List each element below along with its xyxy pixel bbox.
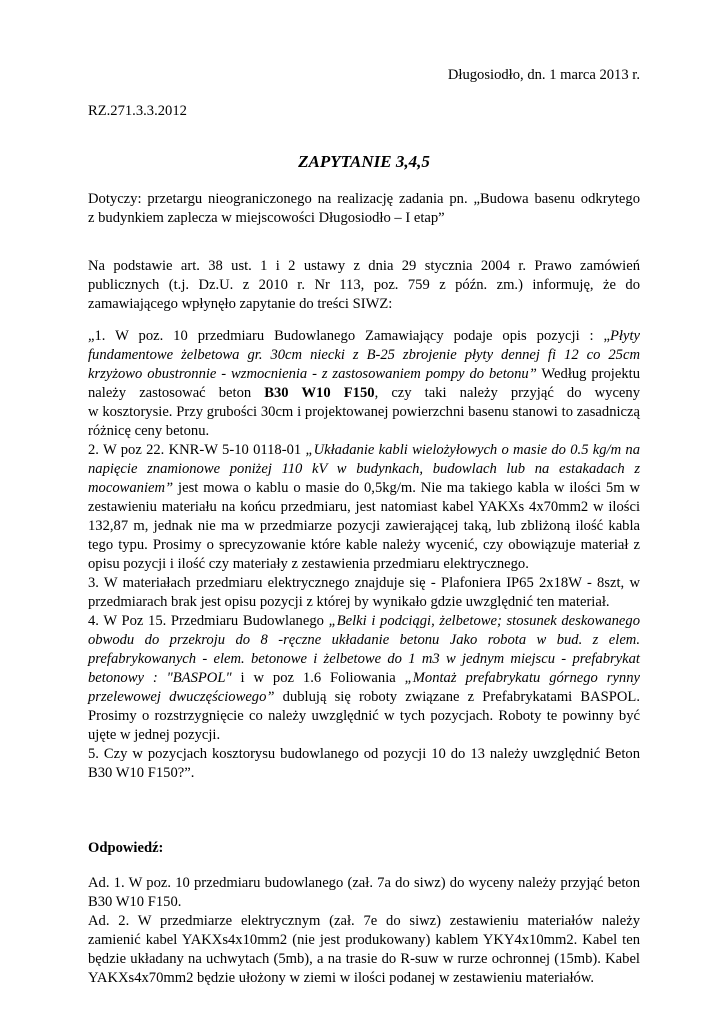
reference-number: RZ.271.3.3.2012 [88,103,187,119]
date-line: Długosiodło, dn. 1 marca 2013 r. [447,67,640,83]
question-4-line: przelewowej dwuczęściowego” dublują się roboty związane z Prefabrykatami BASPOL. [88,689,640,705]
question-1-line: krzyżowo obustronnie - wzmocnienia - z zastosowaniem pompy do betonu” Według projektu [88,366,640,382]
question-4-line: Prosimy o rozstrzygnięcie co należy uwzględnić w tych pozycjach. Roboty te powinny być [88,708,640,724]
question-4-line: obwodu do przekroju do 8 -ręczne układanie betonu Jako robota w bud. z elem. [88,632,640,648]
intro-line: zamawiającego wpłynęło zapytanie do treści SIWZ: [88,296,393,312]
answer-line: B30 W10 F150. [88,894,182,910]
question-2-line: mocowaniem” jest mowa o kablu o masie do 0,5kg/m. Nie ma takiego kabla w ilości 5m w [88,480,640,496]
question-4-line: prefabrykowanych - elem. betonowe i żelbetowe do 1 m3 w jednym miejscu - prefabrykat [88,651,640,667]
question-2-line: opisu pozycji i ilość czy materiały z zestawienia przedmiaru elektrycznego. [88,556,529,572]
question-5-line: 5. Czy w pozycjach kosztorysu budowlanego od pozycji 10 do 13 należy uwzględnić Beton [88,746,640,762]
question-5-line: B30 W10 F150?”. [88,765,195,781]
question-2-line: napięcie znamionowe poniżej 110 kV w budynkach, budowlach lub na estakadach z [88,461,640,477]
answer-line: zamienić kabel YAKXs4x10mm2 (nie jest produkowany) kablem YKY4x10mm2. Kabel ten [88,932,640,948]
question-1-line: należy zastosować beton B30 W10 F150, czy taki należy przyjąć do wyceny [88,385,640,401]
subject-line: z budynkiem zaplecza w miejscowości Długosiodło – I etap” [88,210,445,226]
question-3-line: 3. W materiałach przedmiaru elektrycznego znajduje się - Plafoniera IP65 2x18W - 8szt, w [88,575,640,591]
page-title: ZAPYTANIE 3,4,5 [298,152,430,171]
question-4-line: betonowy : "BASPOL" i w poz 1.6 Foliowania „Montaż prefabrykatu górnego rynny [88,670,640,686]
question-1-line: w kosztorysie. Przy grubości 30cm i projektowanej powierzchni basenu stanowi to zasadniczą [88,404,640,420]
answer-line: Ad. 1. W poz. 10 przedmiaru budowlanego (zał. 7a do siwz) do wyceny należy przyjąć beton [88,875,640,891]
answer-line: Ad. 2. W przedmiarze elektrycznym (zał. 7e do siwz) zestawieniu materiałów należy [88,913,640,929]
answer-line: będzie układany na uchwytach (5mb), a na trasie do R-suw w rurze ochronnej (15mb). Kabel [88,951,640,967]
question-3-line: przedmiarach brak jest opisu pozycji z której by wynikało gdzie uwzględnić ten materiał. [88,594,610,610]
answer-heading: Odpowiedź: [88,840,164,856]
question-1-line: fundamentowe żelbetowa gr. 30cm niecki z B-25 zbrojenie płyty dennej fi 12 co 25cm [88,347,640,363]
question-2-line: zestawieniu materiału na końcu przedmiaru, jest natomiast kabel YAKXs 4x70mm2 w ilości [88,499,640,515]
intro-line: publicznych (t.j. Dz.U. z 2010 r. Nr 113, poz. 759 z późn. zm.) informuję, że do [88,277,640,293]
answer-line: YAKXs4x70mm2 będzie ułożony w ziemi w ilości podanej w zestawieniu materiałów. [88,970,595,986]
subject-line: Dotyczy: przetargu nieograniczonego na realizację zadania pn. „Budowa basenu odkrytego [88,191,640,207]
question-1-line: „1. W poz. 10 przedmiaru Budowlanego Zamawiający podaje opis pozycji : „Płyty [88,328,640,344]
question-4-line: 4. W Poz 15. Przedmiaru Budowlanego „Belki i podciągi, żelbetowe; stosunek deskowanego [88,613,640,629]
question-2-line: 132,87 m, jednak nie ma w przedmiarze pozycji zawierającej taką, lub zbliżoną ilość kabla [88,518,640,534]
intro-line: Na podstawie art. 38 ust. 1 i 2 ustawy z dnia 29 stycznia 2004 r. Prawo zamówień [88,258,640,274]
question-2-line: tego typu. Prosimy o sprecyzowanie które kable należy wycenić, czy obowiązuje materiał z [88,537,640,553]
question-1-line: różnicę ceny betonu. [88,423,210,439]
question-2-line: 2. W poz 22. KNR-W 5-10 0118-01 „Układanie kabli wielożyłowych o masie do 0.5 kg/m na [88,442,641,458]
question-4-line: ujęte w jednej pozycji. [88,727,221,743]
